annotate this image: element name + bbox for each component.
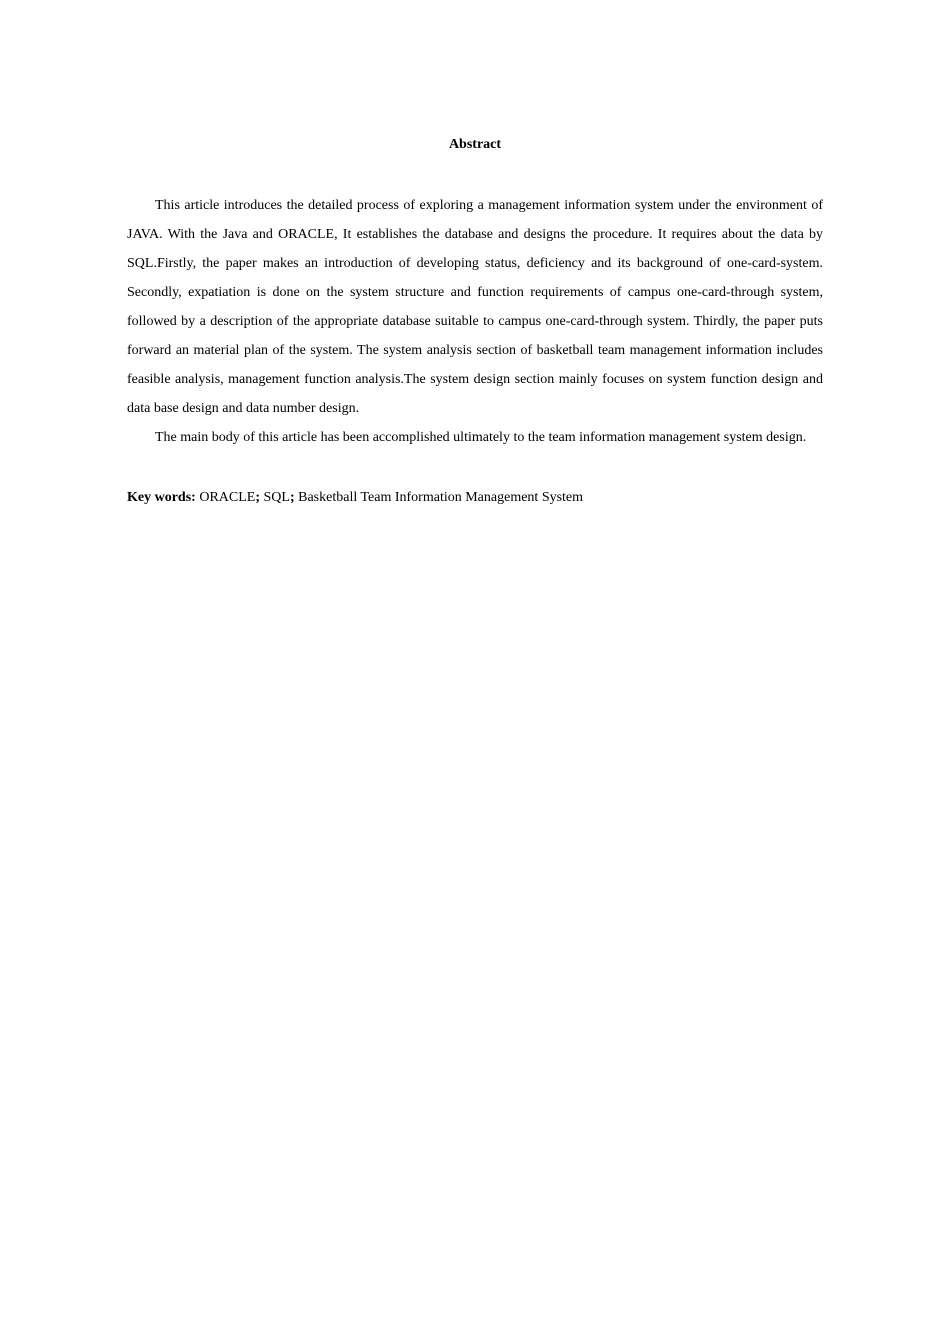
abstract-title: Abstract [448,137,502,152]
keyword-item: SQL [263,490,290,505]
keyword-separator: ; [255,490,260,505]
keyword-item: Basketball Team Information Management System [298,490,584,505]
keywords-label: Key words: [127,490,196,505]
document-page [127,134,823,509]
abstract-paragraph-1: This article introduces the detailed process of exploring a management information system under the environment of JAVA. With the Java and ORACLE, It establishes the database and designs the procedure. It requires about the data by SQL.Firstly, the paper makes an introduction of developing status, deficiency and its background of one-card-system. Secondly, expatiation is done on the system structure and function requirements of campus one-card-through system, followed by a description of the appropriate database suitable to campus one-card-through system. Thirdly, the paper puts forward an material plan of the system. The system analysis section of basketball team management information includes feasible analysis, management function analysis.The system design section mainly focuses on system function design and data base design and data number design. [127,198,823,416]
abstract-paragraph-2: The main body of this article has been accomplished ultimately to the team information management system design. [155,430,807,445]
keyword-item: ORACLE [199,490,256,505]
keywords-line [127,487,823,509]
keyword-separator: ; [289,490,295,505]
